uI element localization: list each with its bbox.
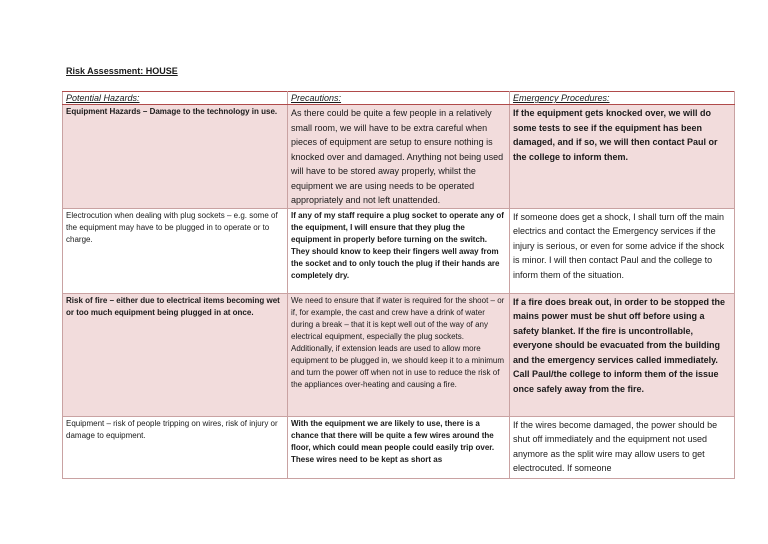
document-title: Risk Assessment: HOUSE xyxy=(66,66,178,76)
hazard-cell: Electrocution when dealing with plug sockets – e.g. some of the equipment may have to be plugged in to operate or to charge. xyxy=(63,208,288,293)
emergency-cell: If someone does get a shock, I shall turn off the main electrics and contact the Emergency services if the injury is serious, or even for some advice if the shock is minor. I will then contact Paul and the college to inform them of the situation. xyxy=(510,208,735,293)
hazard-cell: Equipment Hazards – Damage to the technology in use. xyxy=(63,105,288,209)
table-header-row xyxy=(63,92,735,105)
header-potential-hazards: Potential Hazards: xyxy=(63,92,288,105)
hazard-cell: Risk of fire – either due to electrical items becoming wet or too much equipment being plugged in at once. xyxy=(63,293,288,416)
precaution-cell: If any of my staff require a plug socket to operate any of the equipment, I will ensure that they plug the equipment in properly before turning on the switch. They should know to keep their fingers well away from the socket and to only touch the plug if their hands are completely dry. xyxy=(288,208,510,293)
precaution-cell: As there could be quite a few people in a relatively small room, we will have to be extra careful when pieces of equipment are setup to ensure nothing is knocked over and damaged. Anything not being used will have to be stored away properly, whilst the equipment we are using needs to be operated appropriately and not left unattended. xyxy=(288,105,510,209)
emergency-cell: If the wires become damaged, the power should be shut off immediately and the equipment not used anymore as the split wire may allow users to get electrocuted. If someone xyxy=(510,416,735,478)
emergency-cell: If the equipment gets knocked over, we will do some tests to see if the equipment has been damaged, and if so, we will then contact Paul or the college to inform them. xyxy=(510,105,735,209)
header-precautions: Precautions: xyxy=(288,92,510,105)
hazard-cell: Equipment – risk of people tripping on wires, risk of injury or damage to equipment. xyxy=(63,416,288,478)
header-emergency-procedures: Emergency Procedures: xyxy=(510,92,735,105)
precaution-cell: With the equipment we are likely to use, there is a chance that there will be quite a few wires around the floor, which could mean people could easily trip over. These wires need to be kept as short as xyxy=(288,416,510,478)
emergency-cell: If a fire does break out, in order to be stopped the mains power must be shut off before using a safety blanket. If the fire is uncontrollable, everyone should be evacuated from the building and the emergency services called immediately. Call Paul/the college to inform them of the issue once safely away from the fire. xyxy=(510,293,735,416)
precaution-cell: We need to ensure that if water is required for the shoot – or if, for example, the cast and crew have a drink of water during a break – that it is kept well out of the way of any electrical equipment, especially the plug sockets. Additionally, if extension leads are used to allow more equipment to be plugged in, we should keep it to a minimum and turn the power off when not in use to reduce the risk of the appliances over-heating and causing a fire. xyxy=(288,293,510,416)
table-row xyxy=(63,208,735,293)
table-row xyxy=(63,416,735,478)
risk-assessment-table xyxy=(62,91,735,479)
table-row xyxy=(63,293,735,416)
table-row xyxy=(63,105,735,209)
